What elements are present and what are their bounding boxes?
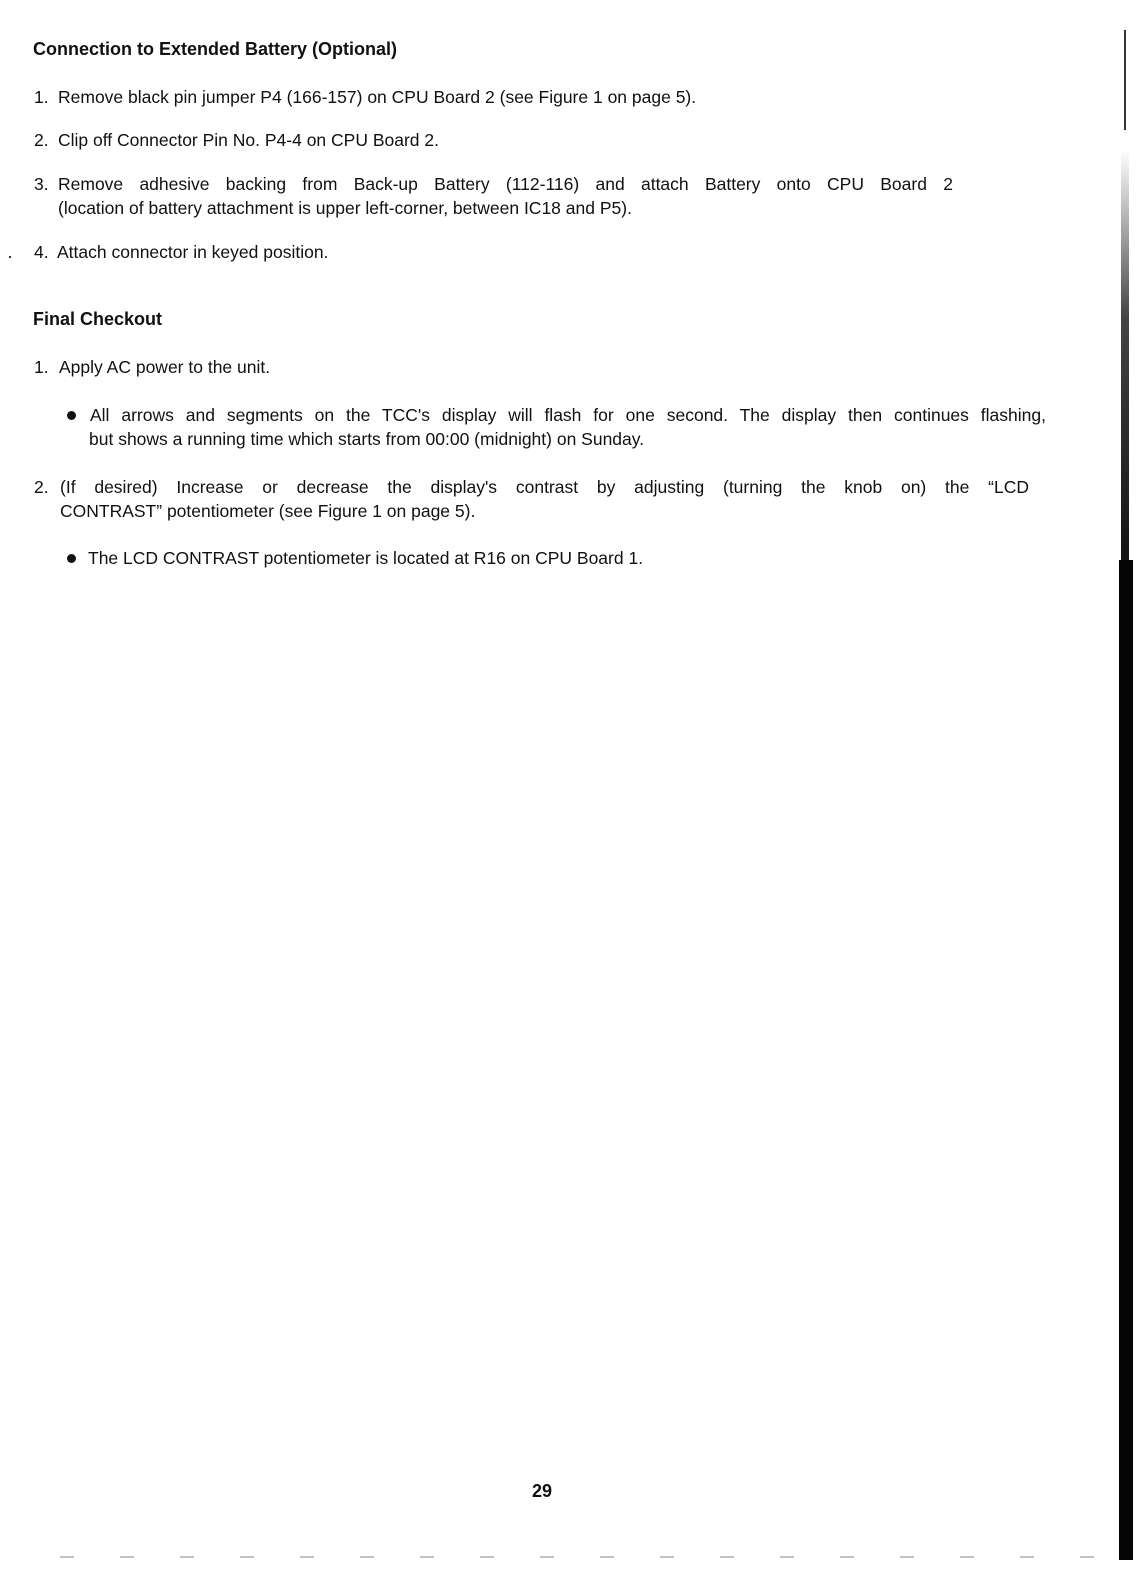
step-number: 2. (34, 130, 49, 150)
list-item (34, 172, 994, 220)
step-text: Clip off Connector Pin No. P4-4 on CPU Board 2. (58, 130, 439, 150)
step-text-line-2: CONTRAST” potentiometer (see Figure 1 on page 5). (60, 501, 476, 521)
bullet-text-line-2: but shows a running time which starts from 00:00 (midnight) on Sunday. (89, 429, 645, 449)
section-heading-final-checkout: Final Checkout (33, 309, 163, 329)
step-text: Attach connector in keyed position. (57, 242, 329, 262)
step-text: Remove black pin jumper P4 (166-157) on CPU Board 2 (see Figure 1 on page 5). (58, 87, 697, 107)
list-item (34, 85, 994, 109)
step-number: 2. (34, 477, 49, 497)
list-item (34, 240, 994, 264)
bullet-text: The LCD CONTRAST potentiometer is located at R16 on CPU Board 1. (88, 548, 644, 568)
step-number: 4. (34, 242, 49, 262)
step-text: Apply AC power to the unit. (59, 357, 271, 377)
scan-bottom-noise (60, 1556, 1100, 1558)
bullet-icon (67, 554, 76, 563)
step-number: 1. (34, 87, 49, 107)
bullet-text-line-1: All arrows and segments on the TCC's display will flash for one second. The display then continues flashing, (90, 405, 1046, 425)
list-item (34, 355, 994, 379)
scan-speck (9, 256, 11, 258)
list-item (34, 128, 994, 152)
scan-edge-shadow (1121, 150, 1129, 570)
page-number: 29 (531, 1481, 553, 1501)
bullet-item (66, 403, 1056, 451)
step-number: 1. (34, 357, 49, 377)
scan-edge-line (1124, 30, 1126, 130)
step-number: 3. (34, 174, 49, 194)
bullet-item (66, 546, 1056, 570)
step-text-line-1: Remove adhesive backing from Back-up Battery (112-116) and attach Battery onto CPU Board 2 (58, 174, 953, 194)
list-item (34, 475, 1030, 523)
scan-edge-bar (1119, 560, 1133, 1560)
step-text-line-1: (If desired) Increase or decrease the display's contrast by adjusting (turning the knob on) the “LCD (60, 477, 1029, 497)
section-heading-extended-battery: Connection to Extended Battery (Optional) (33, 39, 398, 59)
bullet-icon (67, 411, 76, 420)
step-text-line-2: (location of battery attachment is upper left-corner, between IC18 and P5). (58, 198, 632, 218)
